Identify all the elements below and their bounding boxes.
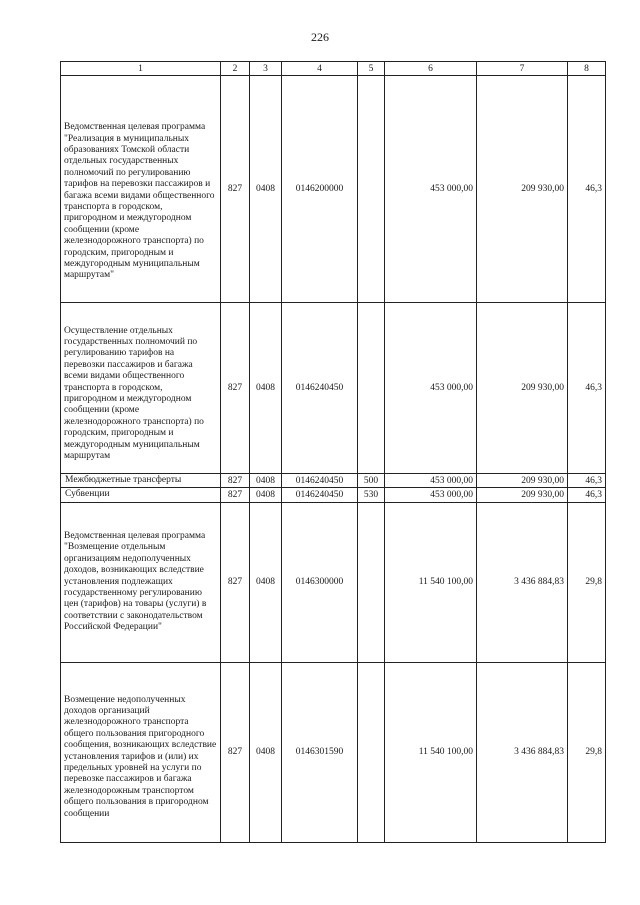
actual-amount: 3 436 884,83 — [477, 502, 568, 662]
ministry-code: 827 — [221, 303, 250, 474]
target-article-code: 0146240450 — [282, 303, 358, 474]
header-cell: 5 — [358, 62, 385, 76]
section-code: 0408 — [250, 474, 282, 488]
table-row — [61, 474, 606, 488]
header-cell: 1 — [61, 62, 221, 76]
expense-type-code: 500 — [358, 474, 385, 488]
plan-amount: 11 540 100,00 — [385, 502, 477, 662]
ministry-code: 827 — [221, 488, 250, 502]
header-cell: 2 — [221, 62, 250, 76]
header-cell: 4 — [282, 62, 358, 76]
plan-amount: 453 000,00 — [385, 76, 477, 303]
item-name: Субвенции — [61, 488, 221, 502]
expense-type-code — [358, 303, 385, 474]
budget-table — [60, 61, 606, 843]
plan-amount: 453 000,00 — [385, 303, 477, 474]
actual-amount: 209 930,00 — [477, 474, 568, 488]
ministry-code: 827 — [221, 502, 250, 662]
item-name: Ведомственная целевая программа "Возмещение отдельным организациям недополученных доходов, возникающих вследствие установления подлежащих государственному регулированию цен (тарифов) на товары (услуги) в соответствии с законодательством Российской Федерации" — [61, 502, 221, 662]
header-cell: 8 — [568, 62, 606, 76]
expense-type-code — [358, 76, 385, 303]
execution-percent: 46,3 — [568, 303, 606, 474]
actual-amount: 209 930,00 — [477, 488, 568, 502]
table-row — [61, 662, 606, 842]
target-article-code: 0146240450 — [282, 488, 358, 502]
expense-type-code: 530 — [358, 488, 385, 502]
plan-amount: 453 000,00 — [385, 474, 477, 488]
target-article-code: 0146240450 — [282, 474, 358, 488]
target-article-code: 0146300000 — [282, 502, 358, 662]
section-code: 0408 — [250, 76, 282, 303]
execution-percent: 46,3 — [568, 488, 606, 502]
section-code: 0408 — [250, 303, 282, 474]
actual-amount: 209 930,00 — [477, 303, 568, 474]
header-cell: 3 — [250, 62, 282, 76]
ministry-code: 827 — [221, 662, 250, 842]
ministry-code: 827 — [221, 474, 250, 488]
table-row — [61, 303, 606, 474]
header-cell: 6 — [385, 62, 477, 76]
page-number: 226 — [311, 30, 329, 44]
item-name: Ведомственная целевая программа "Реализация в муниципальных образованиях Томской области отдельных государственных полномочий по регулированию тарифов на перевозки пассажиров и багажа всеми видами общественного транспорта в городском, пригородном и междугородном сообщении (кроме железнодорожного транспорта) по городским, пригородным и междугородным муниципальным маршрутам" — [61, 76, 221, 303]
item-name: Межбюджетные трансферты — [61, 474, 221, 488]
target-article-code: 0146200000 — [282, 76, 358, 303]
execution-percent: 29,8 — [568, 502, 606, 662]
item-name: Осуществление отдельных государственных полномочий по регулированию тарифов на перевозки пассажиров и багажа всеми видами общественного транспорта в городском, пригородном и междугородном сообщении (кроме железнодорожного транспорта) по городским, пригородным и междугородным муниципальным маршрутам — [61, 303, 221, 474]
section-code: 0408 — [250, 662, 282, 842]
actual-amount: 3 436 884,83 — [477, 662, 568, 842]
section-code: 0408 — [250, 502, 282, 662]
header-cell: 7 — [477, 62, 568, 76]
target-article-code: 0146301590 — [282, 662, 358, 842]
plan-amount: 453 000,00 — [385, 488, 477, 502]
ministry-code: 827 — [221, 76, 250, 303]
actual-amount: 209 930,00 — [477, 76, 568, 303]
section-code: 0408 — [250, 488, 282, 502]
table-row — [61, 488, 606, 502]
expense-type-code — [358, 502, 385, 662]
expense-type-code — [358, 662, 385, 842]
item-name: Возмещение недополученных доходов организаций железнодорожного транспорта общего пользования пригородного сообщения, возникающих вследствие установления тарифов и (или) их предельных уровней на услуги по перевозке пассажиров и багажа железнодорожным транспортом общего пользования в пригородном сообщении — [61, 662, 221, 842]
table-row — [61, 502, 606, 662]
execution-percent: 46,3 — [568, 474, 606, 488]
plan-amount: 11 540 100,00 — [385, 662, 477, 842]
execution-percent: 29,8 — [568, 662, 606, 842]
table-row — [61, 76, 606, 303]
execution-percent: 46,3 — [568, 76, 606, 303]
header-row — [61, 62, 606, 76]
